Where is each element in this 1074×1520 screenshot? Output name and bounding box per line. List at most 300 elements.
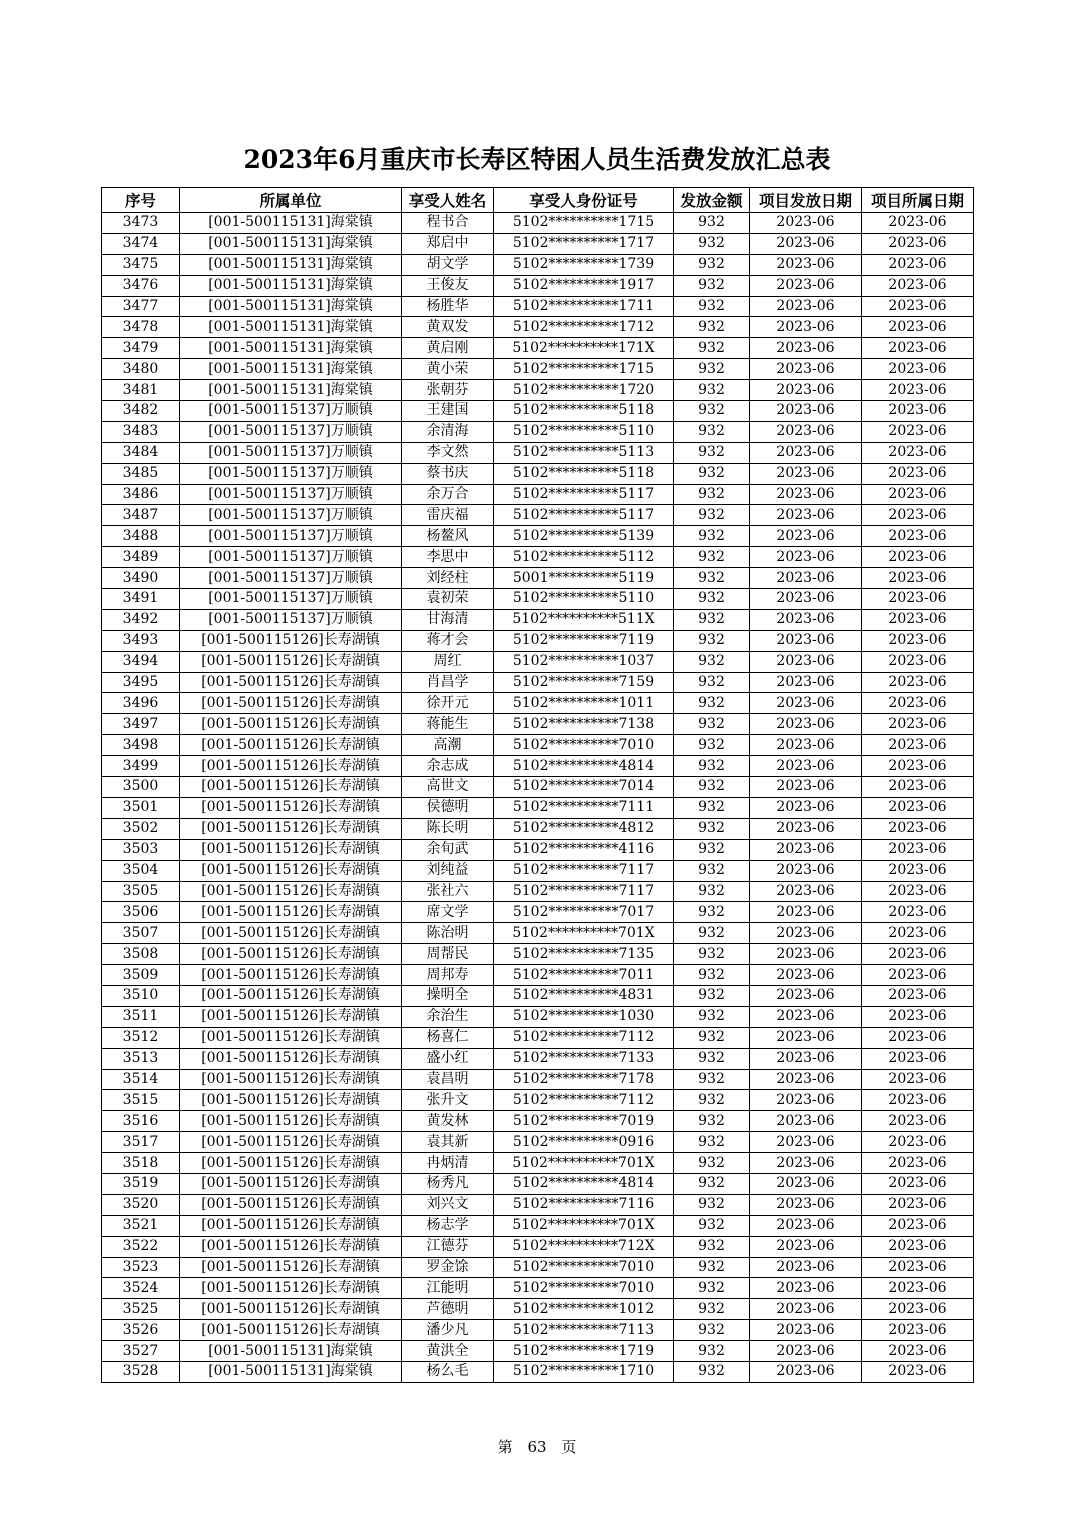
cell-issue-date: 2023-06: [750, 797, 862, 818]
cell-period-date: 2023-06: [862, 505, 974, 526]
cell-amount: 932: [674, 1257, 750, 1278]
cell-id-number: 5102**********701X: [494, 1153, 674, 1174]
table-row: [102, 526, 974, 547]
cell-period-date: 2023-06: [862, 296, 974, 317]
table-row: [102, 589, 974, 610]
table-row: [102, 1048, 974, 1069]
header-amount: 发放金额: [674, 188, 750, 213]
cell-recipient-name: 潘少凡: [402, 1320, 494, 1341]
cell-period-date: 2023-06: [862, 526, 974, 547]
cell-serial-number: 3491: [102, 589, 180, 610]
cell-recipient-name: 高潮: [402, 735, 494, 756]
cell-recipient-name: 程书合: [402, 213, 494, 234]
subsidy-roster-table: [101, 187, 974, 1383]
cell-period-date: 2023-06: [862, 547, 974, 568]
cell-unit: [001-500115131]海棠镇: [180, 296, 402, 317]
cell-id-number: 5102**********7178: [494, 1069, 674, 1090]
table-row: [102, 756, 974, 777]
cell-issue-date: 2023-06: [750, 965, 862, 986]
cell-period-date: 2023-06: [862, 1194, 974, 1215]
cell-issue-date: 2023-06: [750, 1236, 862, 1257]
cell-unit: [001-500115126]长寿湖镇: [180, 630, 402, 651]
cell-unit: [001-500115126]长寿湖镇: [180, 1048, 402, 1069]
table-header: [102, 188, 974, 213]
cell-serial-number: 3519: [102, 1173, 180, 1194]
cell-id-number: 5102**********5139: [494, 526, 674, 547]
cell-id-number: 5102**********701X: [494, 923, 674, 944]
cell-period-date: 2023-06: [862, 672, 974, 693]
table-row: [102, 1236, 974, 1257]
table-row: [102, 902, 974, 923]
cell-unit: [001-500115126]长寿湖镇: [180, 923, 402, 944]
table-row: [102, 401, 974, 422]
cell-unit: [001-500115131]海棠镇: [180, 254, 402, 275]
cell-issue-date: 2023-06: [750, 609, 862, 630]
cell-id-number: 5001**********5119: [494, 568, 674, 589]
cell-issue-date: 2023-06: [750, 881, 862, 902]
cell-issue-date: 2023-06: [750, 735, 862, 756]
cell-amount: 932: [674, 296, 750, 317]
cell-amount: 932: [674, 630, 750, 651]
cell-amount: 932: [674, 463, 750, 484]
cell-unit: [001-500115126]长寿湖镇: [180, 944, 402, 965]
table-row: [102, 505, 974, 526]
table-row: [102, 1027, 974, 1048]
cell-issue-date: 2023-06: [750, 589, 862, 610]
table-row: [102, 1194, 974, 1215]
cell-amount: 932: [674, 651, 750, 672]
cell-amount: 932: [674, 1278, 750, 1299]
cell-amount: 932: [674, 380, 750, 401]
cell-amount: 932: [674, 839, 750, 860]
cell-unit: [001-500115126]长寿湖镇: [180, 1111, 402, 1132]
cell-serial-number: 3516: [102, 1111, 180, 1132]
page-footer: [0, 1436, 1074, 1457]
cell-period-date: 2023-06: [862, 275, 974, 296]
cell-serial-number: 3520: [102, 1194, 180, 1215]
cell-recipient-name: 杨胜华: [402, 296, 494, 317]
table-row: [102, 1006, 974, 1027]
cell-serial-number: 3479: [102, 338, 180, 359]
cell-recipient-name: 黄双发: [402, 317, 494, 338]
cell-period-date: 2023-06: [862, 421, 974, 442]
cell-id-number: 5102**********1739: [494, 254, 674, 275]
cell-unit: [001-500115131]海棠镇: [180, 1341, 402, 1362]
cell-unit: [001-500115126]长寿湖镇: [180, 651, 402, 672]
cell-issue-date: 2023-06: [750, 651, 862, 672]
cell-amount: 932: [674, 818, 750, 839]
cell-issue-date: 2023-06: [750, 1111, 862, 1132]
cell-id-number: 5102**********5118: [494, 401, 674, 422]
cell-unit: [001-500115131]海棠镇: [180, 233, 402, 254]
cell-unit: [001-500115126]长寿湖镇: [180, 756, 402, 777]
cell-recipient-name: 陈长明: [402, 818, 494, 839]
cell-issue-date: 2023-06: [750, 463, 862, 484]
cell-recipient-name: 张社六: [402, 881, 494, 902]
cell-recipient-name: 罗金馀: [402, 1257, 494, 1278]
cell-recipient-name: 胡文学: [402, 254, 494, 275]
cell-unit: [001-500115137]万顺镇: [180, 401, 402, 422]
cell-id-number: 5102**********4814: [494, 756, 674, 777]
table-row: [102, 1069, 974, 1090]
cell-recipient-name: 蒋才会: [402, 630, 494, 651]
table-row: [102, 672, 974, 693]
table-row: [102, 693, 974, 714]
cell-serial-number: 3488: [102, 526, 180, 547]
cell-issue-date: 2023-06: [750, 1173, 862, 1194]
cell-recipient-name: 王俊友: [402, 275, 494, 296]
cell-recipient-name: 郑启中: [402, 233, 494, 254]
table-row: [102, 1111, 974, 1132]
cell-issue-date: 2023-06: [750, 568, 862, 589]
cell-unit: [001-500115126]长寿湖镇: [180, 1006, 402, 1027]
cell-period-date: 2023-06: [862, 1090, 974, 1111]
cell-period-date: 2023-06: [862, 1153, 974, 1174]
cell-serial-number: 3509: [102, 965, 180, 986]
cell-unit: [001-500115126]长寿湖镇: [180, 693, 402, 714]
table-row: [102, 839, 974, 860]
cell-recipient-name: 杨志学: [402, 1215, 494, 1236]
cell-period-date: 2023-06: [862, 338, 974, 359]
cell-recipient-name: 周帮民: [402, 944, 494, 965]
cell-recipient-name: 王建国: [402, 401, 494, 422]
cell-id-number: 5102**********7135: [494, 944, 674, 965]
cell-unit: [001-500115126]长寿湖镇: [180, 1236, 402, 1257]
cell-amount: 932: [674, 1111, 750, 1132]
table-row: [102, 1132, 974, 1153]
cell-id-number: 5102**********5118: [494, 463, 674, 484]
cell-recipient-name: 席文学: [402, 902, 494, 923]
cell-issue-date: 2023-06: [750, 944, 862, 965]
cell-period-date: 2023-06: [862, 1257, 974, 1278]
cell-serial-number: 3501: [102, 797, 180, 818]
cell-issue-date: 2023-06: [750, 923, 862, 944]
cell-issue-date: 2023-06: [750, 839, 862, 860]
cell-unit: [001-500115137]万顺镇: [180, 568, 402, 589]
header-serial-number: 序号: [102, 188, 180, 213]
cell-unit: [001-500115126]长寿湖镇: [180, 714, 402, 735]
cell-unit: [001-500115126]长寿湖镇: [180, 1173, 402, 1194]
cell-amount: 932: [674, 213, 750, 234]
cell-id-number: 5102**********1012: [494, 1299, 674, 1320]
cell-issue-date: 2023-06: [750, 317, 862, 338]
cell-recipient-name: 黄小荣: [402, 359, 494, 380]
cell-serial-number: 3512: [102, 1027, 180, 1048]
cell-amount: 932: [674, 1090, 750, 1111]
cell-period-date: 2023-06: [862, 380, 974, 401]
cell-serial-number: 3511: [102, 1006, 180, 1027]
table-row: [102, 609, 974, 630]
cell-recipient-name: 陈治明: [402, 923, 494, 944]
cell-recipient-name: 杨喜仁: [402, 1027, 494, 1048]
cell-id-number: 5102**********5110: [494, 589, 674, 610]
cell-period-date: 2023-06: [862, 589, 974, 610]
cell-unit: [001-500115126]长寿湖镇: [180, 1215, 402, 1236]
cell-recipient-name: 盛小红: [402, 1048, 494, 1069]
cell-amount: 932: [674, 985, 750, 1006]
cell-period-date: 2023-06: [862, 463, 974, 484]
cell-period-date: 2023-06: [862, 839, 974, 860]
cell-unit: [001-500115126]长寿湖镇: [180, 777, 402, 798]
cell-issue-date: 2023-06: [750, 1361, 862, 1382]
table-body: [102, 213, 974, 1383]
cell-period-date: 2023-06: [862, 1173, 974, 1194]
cell-serial-number: 3477: [102, 296, 180, 317]
cell-serial-number: 3496: [102, 693, 180, 714]
cell-issue-date: 2023-06: [750, 693, 862, 714]
cell-serial-number: 3493: [102, 630, 180, 651]
cell-unit: [001-500115131]海棠镇: [180, 359, 402, 380]
table-row: [102, 630, 974, 651]
table-row: [102, 965, 974, 986]
cell-amount: 932: [674, 1132, 750, 1153]
cell-id-number: 5102**********5112: [494, 547, 674, 568]
table-row: [102, 1341, 974, 1362]
cell-unit: [001-500115137]万顺镇: [180, 463, 402, 484]
cell-id-number: 5102**********511X: [494, 609, 674, 630]
cell-amount: 932: [674, 421, 750, 442]
table-row: [102, 714, 974, 735]
cell-id-number: 5102**********1715: [494, 213, 674, 234]
cell-period-date: 2023-06: [862, 860, 974, 881]
cell-period-date: 2023-06: [862, 777, 974, 798]
header-id-number: 享受人身份证号: [494, 188, 674, 213]
header-issue-date: 项目发放日期: [750, 188, 862, 213]
cell-serial-number: 3525: [102, 1299, 180, 1320]
cell-serial-number: 3526: [102, 1320, 180, 1341]
table-row: [102, 1215, 974, 1236]
cell-amount: 932: [674, 965, 750, 986]
table-row: [102, 944, 974, 965]
cell-period-date: 2023-06: [862, 902, 974, 923]
cell-unit: [001-500115126]长寿湖镇: [180, 965, 402, 986]
cell-id-number: 5102**********7017: [494, 902, 674, 923]
cell-id-number: 5102**********701X: [494, 1215, 674, 1236]
table-row: [102, 860, 974, 881]
table-row: [102, 1257, 974, 1278]
cell-serial-number: 3507: [102, 923, 180, 944]
cell-issue-date: 2023-06: [750, 421, 862, 442]
cell-recipient-name: 芦德明: [402, 1299, 494, 1320]
cell-period-date: 2023-06: [862, 651, 974, 672]
cell-period-date: 2023-06: [862, 1320, 974, 1341]
page-title: 2023年6月重庆市长寿区特困人员生活费发放汇总表: [243, 145, 831, 174]
cell-recipient-name: 余万合: [402, 484, 494, 505]
cell-period-date: 2023-06: [862, 714, 974, 735]
cell-issue-date: 2023-06: [750, 756, 862, 777]
table-row: [102, 1090, 974, 1111]
table-row: [102, 442, 974, 463]
cell-amount: 932: [674, 797, 750, 818]
table-row: [102, 421, 974, 442]
page-number: 63: [527, 1438, 547, 1456]
cell-id-number: 5102**********7133: [494, 1048, 674, 1069]
cell-recipient-name: 杨么毛: [402, 1361, 494, 1382]
cell-unit: [001-500115131]海棠镇: [180, 380, 402, 401]
page-prefix: 第: [497, 1438, 513, 1456]
cell-serial-number: 3486: [102, 484, 180, 505]
cell-recipient-name: 张朝芬: [402, 380, 494, 401]
cell-serial-number: 3475: [102, 254, 180, 275]
header-row: [102, 188, 974, 213]
cell-unit: [001-500115126]长寿湖镇: [180, 818, 402, 839]
cell-issue-date: 2023-06: [750, 860, 862, 881]
cell-recipient-name: 黄发林: [402, 1111, 494, 1132]
cell-serial-number: 3505: [102, 881, 180, 902]
table-row: [102, 484, 974, 505]
cell-amount: 932: [674, 756, 750, 777]
cell-issue-date: 2023-06: [750, 714, 862, 735]
cell-amount: 932: [674, 589, 750, 610]
cell-serial-number: 3497: [102, 714, 180, 735]
cell-serial-number: 3490: [102, 568, 180, 589]
cell-amount: 932: [674, 505, 750, 526]
table-row: [102, 881, 974, 902]
cell-issue-date: 2023-06: [750, 777, 862, 798]
cell-unit: [001-500115137]万顺镇: [180, 589, 402, 610]
cell-recipient-name: 袁昌明: [402, 1069, 494, 1090]
cell-period-date: 2023-06: [862, 1048, 974, 1069]
cell-id-number: 5102**********7019: [494, 1111, 674, 1132]
cell-id-number: 5102**********1917: [494, 275, 674, 296]
cell-issue-date: 2023-06: [750, 1090, 862, 1111]
cell-issue-date: 2023-06: [750, 630, 862, 651]
cell-unit: [001-500115137]万顺镇: [180, 421, 402, 442]
cell-serial-number: 3508: [102, 944, 180, 965]
cell-serial-number: 3474: [102, 233, 180, 254]
cell-period-date: 2023-06: [862, 1299, 974, 1320]
cell-amount: 932: [674, 1153, 750, 1174]
cell-period-date: 2023-06: [862, 359, 974, 380]
page-suffix: 页: [561, 1438, 577, 1456]
table-row: [102, 568, 974, 589]
cell-period-date: 2023-06: [862, 1236, 974, 1257]
table-row: [102, 275, 974, 296]
cell-id-number: 5102**********7011: [494, 965, 674, 986]
cell-serial-number: 3481: [102, 380, 180, 401]
cell-amount: 932: [674, 1069, 750, 1090]
cell-serial-number: 3483: [102, 421, 180, 442]
cell-period-date: 2023-06: [862, 484, 974, 505]
cell-issue-date: 2023-06: [750, 1194, 862, 1215]
cell-serial-number: 3518: [102, 1153, 180, 1174]
cell-unit: [001-500115126]长寿湖镇: [180, 1278, 402, 1299]
table-row: [102, 338, 974, 359]
cell-recipient-name: 余志成: [402, 756, 494, 777]
cell-serial-number: 3489: [102, 547, 180, 568]
cell-period-date: 2023-06: [862, 818, 974, 839]
cell-amount: 932: [674, 338, 750, 359]
cell-unit: [001-500115137]万顺镇: [180, 609, 402, 630]
cell-serial-number: 3524: [102, 1278, 180, 1299]
table-row: [102, 923, 974, 944]
cell-amount: 932: [674, 547, 750, 568]
cell-serial-number: 3514: [102, 1069, 180, 1090]
cell-id-number: 5102**********7138: [494, 714, 674, 735]
cell-amount: 932: [674, 317, 750, 338]
cell-period-date: 2023-06: [862, 985, 974, 1006]
table-row: [102, 818, 974, 839]
cell-amount: 932: [674, 1048, 750, 1069]
cell-period-date: 2023-06: [862, 1215, 974, 1236]
cell-unit: [001-500115126]长寿湖镇: [180, 1090, 402, 1111]
cell-recipient-name: 余治生: [402, 1006, 494, 1027]
cell-issue-date: 2023-06: [750, 401, 862, 422]
cell-amount: 932: [674, 902, 750, 923]
cell-id-number: 5102**********1030: [494, 1006, 674, 1027]
cell-amount: 932: [674, 1320, 750, 1341]
cell-recipient-name: 雷庆福: [402, 505, 494, 526]
cell-amount: 932: [674, 777, 750, 798]
cell-id-number: 5102**********1037: [494, 651, 674, 672]
cell-id-number: 5102**********4814: [494, 1173, 674, 1194]
table-row: [102, 547, 974, 568]
cell-amount: 932: [674, 401, 750, 422]
cell-period-date: 2023-06: [862, 1361, 974, 1382]
cell-period-date: 2023-06: [862, 1278, 974, 1299]
cell-period-date: 2023-06: [862, 1341, 974, 1362]
cell-id-number: 5102**********5117: [494, 505, 674, 526]
cell-period-date: 2023-06: [862, 1069, 974, 1090]
cell-amount: 932: [674, 1299, 750, 1320]
cell-issue-date: 2023-06: [750, 526, 862, 547]
cell-amount: 932: [674, 860, 750, 881]
cell-unit: [001-500115126]长寿湖镇: [180, 881, 402, 902]
cell-period-date: 2023-06: [862, 1132, 974, 1153]
cell-recipient-name: 刘兴文: [402, 1194, 494, 1215]
cell-period-date: 2023-06: [862, 1111, 974, 1132]
cell-id-number: 5102**********1719: [494, 1341, 674, 1362]
cell-amount: 932: [674, 693, 750, 714]
cell-id-number: 5102**********7113: [494, 1320, 674, 1341]
table-row: [102, 1173, 974, 1194]
cell-id-number: 5102**********1720: [494, 380, 674, 401]
cell-recipient-name: 刘经柱: [402, 568, 494, 589]
cell-id-number: 5102**********7117: [494, 860, 674, 881]
cell-amount: 932: [674, 484, 750, 505]
cell-id-number: 5102**********712X: [494, 1236, 674, 1257]
cell-period-date: 2023-06: [862, 317, 974, 338]
cell-recipient-name: 江能明: [402, 1278, 494, 1299]
cell-recipient-name: 冉炳清: [402, 1153, 494, 1174]
cell-period-date: 2023-06: [862, 756, 974, 777]
cell-id-number: 5102**********7010: [494, 735, 674, 756]
cell-period-date: 2023-06: [862, 797, 974, 818]
table-row: [102, 797, 974, 818]
cell-recipient-name: 周邦寿: [402, 965, 494, 986]
cell-serial-number: 3498: [102, 735, 180, 756]
cell-recipient-name: 周红: [402, 651, 494, 672]
cell-issue-date: 2023-06: [750, 1048, 862, 1069]
cell-serial-number: 3506: [102, 902, 180, 923]
cell-issue-date: 2023-06: [750, 484, 862, 505]
cell-unit: [001-500115137]万顺镇: [180, 547, 402, 568]
cell-serial-number: 3473: [102, 213, 180, 234]
cell-unit: [001-500115126]长寿湖镇: [180, 860, 402, 881]
cell-unit: [001-500115131]海棠镇: [180, 213, 402, 234]
cell-issue-date: 2023-06: [750, 672, 862, 693]
cell-id-number: 5102**********5110: [494, 421, 674, 442]
cell-recipient-name: 杨鳌风: [402, 526, 494, 547]
cell-unit: [001-500115126]长寿湖镇: [180, 1132, 402, 1153]
header-unit: 所属单位: [180, 188, 402, 213]
table-row: [102, 380, 974, 401]
cell-id-number: 5102**********4812: [494, 818, 674, 839]
table-row: [102, 1361, 974, 1382]
cell-recipient-name: 袁初荣: [402, 589, 494, 610]
cell-unit: [001-500115126]长寿湖镇: [180, 1153, 402, 1174]
table-row: [102, 317, 974, 338]
